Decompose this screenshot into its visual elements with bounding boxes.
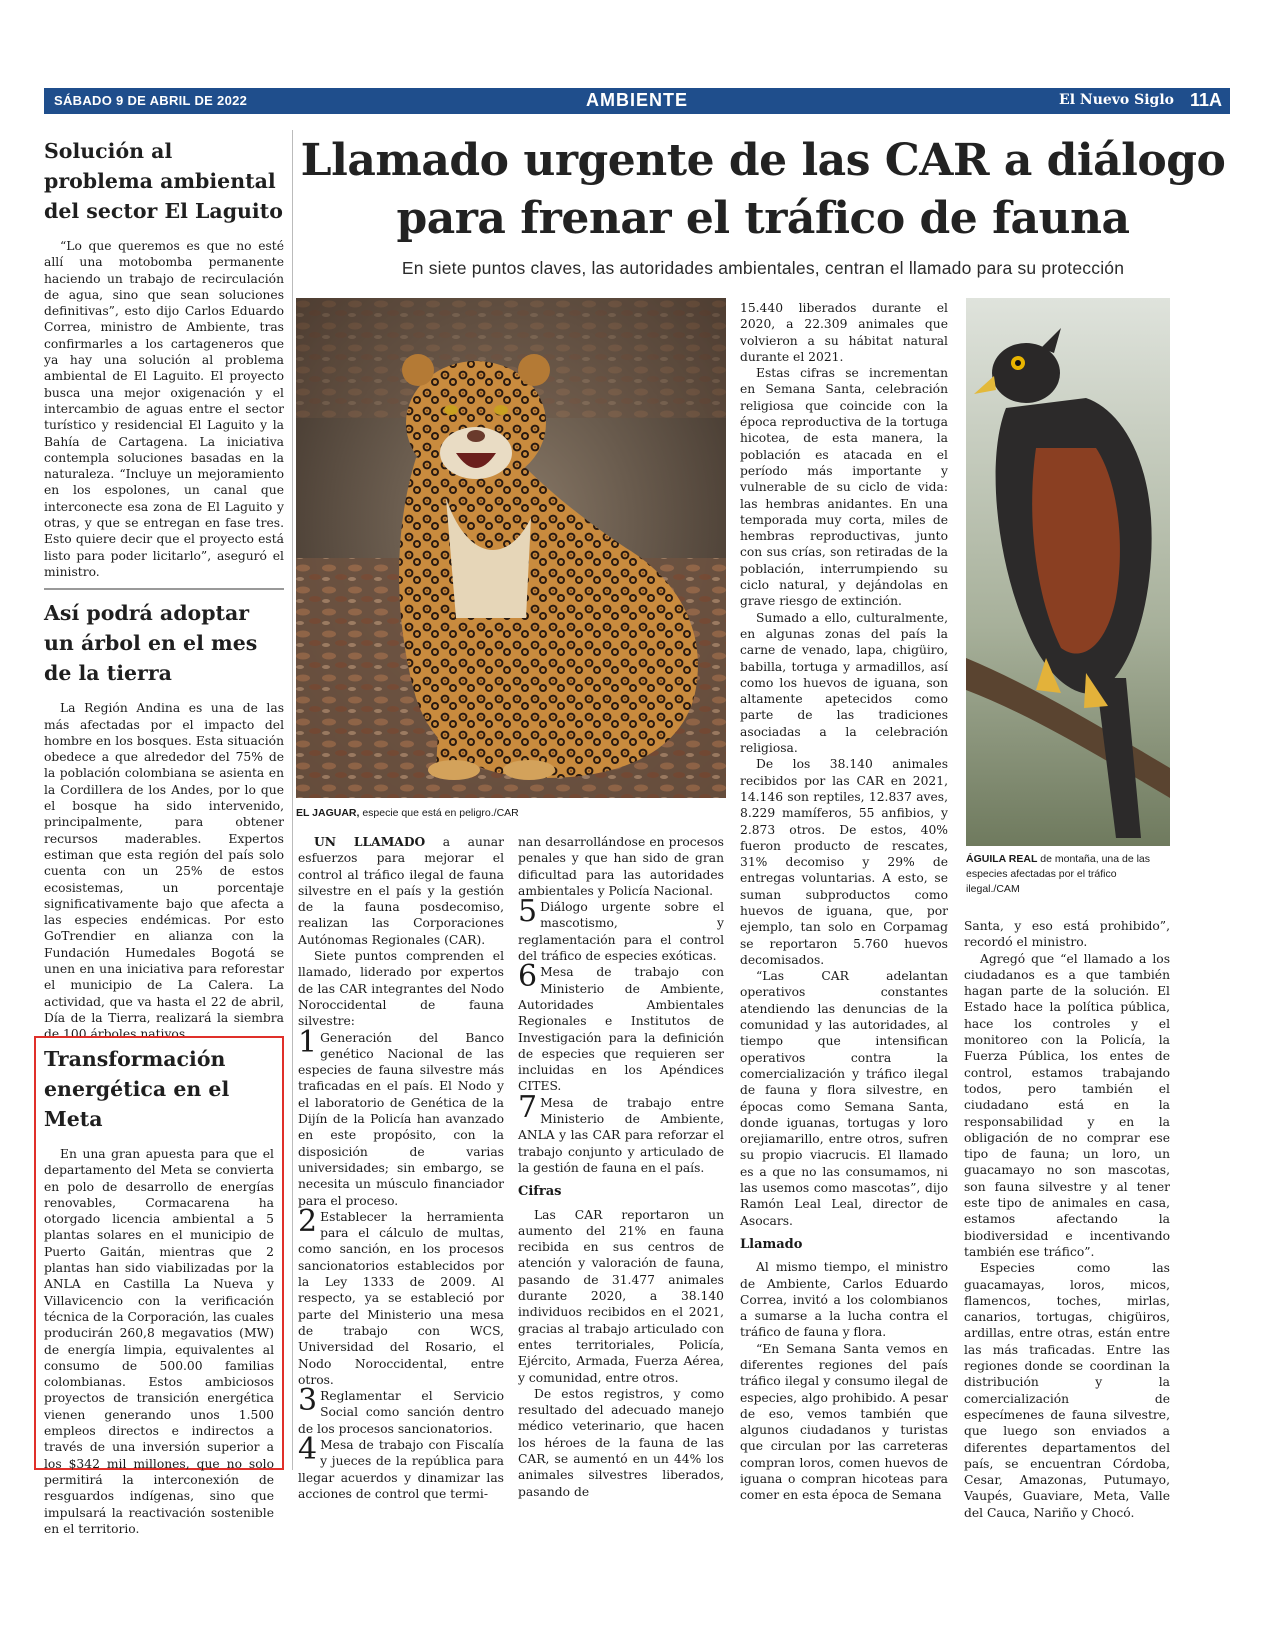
paragraph: Agregó que “el llamado a los ciudadanos es a que también hagan parte de la solución. El Estado hace la política pública, hace los controles y el monitoreo con la Policía, la Fuerza Pública, los entes de control, estamos trabajando todos, pero también el ciudadano está en la responsabilidad y en la obligación de no comprar ese tipo de fauna; un loro, un guacamayo no son mascotas, son fauna silvestre y al tener este tipo de animales en casa, estamos afectando la biodiversidad e incentivando también ese tráfico”.	[964, 951, 1170, 1259]
eagle-caption-bold: ÁGUILA REAL	[966, 853, 1038, 865]
point-number: 3	[298, 1383, 318, 1419]
issue-date: SÁBADO 9 DE ABRIL DE 2022	[54, 93, 248, 108]
sidebar-story2-body: La Región Andina es una de las más afectadas por el impacto del hombre en los bosques. Esta situación obedece a que alrededor del 75% de la población colombiana se asienta en la Cordillera de los Andes, por lo que el bosque ha sido intervenido, principalmente, para obtener recursos maderables. Expertos estiman que esta región del país solo cuenta con un 25% de estos ecosistemas, un porcentaje significativamente bajo que afecta a las especies endémicas. Por esto GoTrendier en alianza con la Fundación Humedales Bogotá se unen en una iniciativa para reforestar el municipio de La Calera. La actividad, que va hasta el 22 de abril, Día de la Tierra, realizará la siembra de 100 árboles nativos.	[44, 701, 284, 1042]
sidebar-story2-title: Así podrá adoptar un árbol en el mes de la tierra	[44, 601, 258, 686]
point-text: Mesa de trabajo entre Ministerio de Ambiente, ANLA y las CAR para reforzar el trabajo conjunto y articulado de la gestión de fauna en el país.	[518, 1095, 724, 1175]
sidebar-story3-body: En una gran apuesta para que el departamento del Meta se convierta en polo de desarrollo de energías renovables, Cormacarena ha otorgado licencia ambiental a 5 plantas solares en el municipio de Puerto Gaitán, mientras que 2 plantas han sido viabilizadas por la ANLA en Castilla La Nueva y Villavicencio con la verificación técnica de la Corporación, las cuales producirán 260,8 megavatios (MW) de energía limpia, equivalentes al consumo de 500.00 familias colombianas. Estos ambiciosos proyectos de transición energética vienen generando unos 1.500 empleos directos e indirectos a través de una inversión superior a los $342 mil millones, que no solo permitirá la interconexión de resguardos indígenas, sino que impulsará la reactivación sostenible en el territorio.	[44, 1147, 274, 1536]
section-title: AMBIENTE	[586, 90, 688, 110]
paragraph: Al mismo tiempo, el ministro de Ambiente, Carlos Eduardo Correa, invitó a los colombianos a sumarse a la lucha contra el tráfico de fauna y flora.	[740, 1260, 948, 1340]
point-text: Establecer la herramienta para el cálculo de multas, como sanción, en los procesos sancionatorios establecidos por la Ley 1333 de 2009. Al respecto, ya se estableció por parte del Ministerio una mesa de trabajo con WCS, Universidad del Rosario, el Nodo Noroccidental, entre otros.	[298, 1209, 504, 1387]
point-text: Generación del Banco genético Nacional de las especies de fauna silvestre más traficadas en el país. El Nodo y el laboratorio de Genética de la Dijín de la Policía han avanzado en este propósito, con la disposición de varias universidades; sin embargo, se necesita un músculo financiador para el proceso.	[298, 1030, 504, 1208]
paragraph: “Las CAR adelantan operativos constantes atendiendo las denuncias de la comunidad y las autoridades, al tiempo que intensifican operativos contra la comercialización y tráfico ilegal de fauna y flora silvestre, en épocas como Semana Santa, donde iguanas, tortugas y loro orejiamarillo, entre otros, sufren su propio viacrucis. El llamado es a que no las consumamos, ni las usemos como mascotas”, dijo Ramón Leal Leal, director de Asocars.	[740, 969, 948, 1228]
header-band	[44, 88, 1230, 114]
point-text: Diálogo urgente sobre el mascotismo, y reglamentación para el control del tráfico de especies exóticas.	[518, 900, 724, 964]
point-2	[298, 1203, 504, 1388]
jaguar-caption-text: especie que está en peligro./CAR	[359, 807, 519, 819]
point-number: 5	[518, 894, 538, 930]
paragraph: Santa, y eso está prohibido”, recordó el ministro.	[964, 919, 1170, 950]
eagle-photo	[966, 298, 1170, 846]
article-column-1	[298, 834, 504, 1502]
lead-text: a aunar esfuerzos para mejorar el control al tráfico ilegal de fauna silvestre en el país y la gestión de la fauna posdecomiso, realizan las Corporaciones Autónomas Regionales (CAR).	[298, 835, 505, 947]
point-number: 7	[518, 1089, 538, 1125]
page-number: 11A	[1189, 90, 1222, 110]
sidebar-story1-title: Solución al problema ambiental del sector El Laguito	[44, 139, 283, 223]
paragraph: Siete puntos comprenden el llamado, liderado por expertos de las CAR integrantes del Nodo Noroccidental de fauna silvestre:	[298, 949, 504, 1029]
paragraph: nan desarrollándose en procesos penales y que han sido de gran dificultad para las autoridades ambientales y Policía Nacional.	[518, 835, 724, 898]
point-number: 6	[518, 959, 538, 995]
paragraph: 15.440 liberados durante el 2020, a 22.309 animales que volvieron a su hábitat natural durante el 2021.	[740, 301, 948, 364]
point-text: Mesa de trabajo con Fiscalía y jueces de la república para llegar acuerdos y dinamizar las acciones de control que termi-	[298, 1437, 504, 1501]
paragraph: Especies como las guacamayas, loros, micos, flamencos, toches, mirlas, canarios, tortugas, chigüiros, ardillas, entre otras, están entre las más traficadas. Entre las regiones donde se coordinan la distribución y la comercialización de especímenes de fauna silvestre, que luego son enviados a diferentes departamentos del país, se encuentran Córdoba, Cesar, Amazonas, Putumayo, Vaupés, Guaviare, Meta, Valle del Cauca, Nariño y Chocó.	[964, 1261, 1170, 1520]
paragraph: De estos registros, y como resultado del adecuado manejo médico veterinario, que hacen los héroes de la fauna de las CAR, se aumentó en un 44% los animales silvestres liberados, pasando de	[518, 1386, 724, 1499]
sidebar-story3-title: Transformación energética en el Meta	[44, 1047, 230, 1131]
main-headline: Llamado urgente de las CAR a diálogo para frenar el tráfico de fauna	[300, 135, 1226, 244]
subhead-cifras: Cifras	[518, 1184, 562, 1200]
sidebar	[44, 130, 284, 1042]
jaguar-illustration	[296, 298, 726, 798]
column-rule	[292, 130, 293, 1470]
eagle-caption-text: de montaña, una de las especies afectadas por el tráfico ilegal./CAM	[966, 853, 1151, 895]
point-7	[518, 1089, 724, 1176]
point-6	[518, 959, 724, 1094]
article-column-4	[964, 918, 1170, 1521]
point-3	[298, 1383, 504, 1437]
sidebar-divider	[44, 588, 284, 590]
jaguar-photo	[296, 298, 726, 798]
point-number: 2	[298, 1203, 318, 1239]
point-1	[298, 1024, 504, 1209]
point-text: Mesa de trabajo con Ministerio de Ambiente, Autoridades Ambientales Regionales e Institutos de Investigación para la definición de especies que requieren ser incluidas en los Apéndices CITES.	[518, 965, 724, 1094]
paragraph: “En Semana Santa vemos en diferentes regiones del país tráfico ilegal y consumo ilegal de especies, algo prohibido. A pesar de eso, vemos también que algunos ciudadanos y turistas que circulan por las carreteras compran loros, comen huevos de iguana o compran hicoteas para comer en esta época de Semana	[740, 1341, 948, 1503]
jaguar-caption-bold: EL JAGUAR,	[296, 807, 360, 819]
paragraph: De los 38.140 animales recibidos por las CAR en 2021, 14.146 son reptiles, 12.837 aves, 8.229 mamíferos, 55 anfibios, y 2.873 otros. De estos, 40% fueron producto de rescates, 31% decomiso y 29% de entregas voluntarias. A esto, se suman subproductos como huevos de iguana, que, por ejemplo, tan solo en Corpamag se reportaron 5.760 huevos decomisados.	[740, 757, 948, 967]
point-4	[298, 1431, 504, 1502]
eagle-caption	[966, 852, 1170, 897]
main-subhead: En siete puntos claves, las autoridades ambientales, centran el llamado para su protección	[401, 258, 1125, 278]
jaguar-caption	[296, 806, 726, 821]
paragraph: Estas cifras se incrementan en Semana Santa, celebración religiosa que coincide con la época reproductiva de la tortuga hicotea, de esta manera, la población es atacada en el período más importante y vulnerable de su ciclo de vida: las hembras anidantes. En una temporada muy corta, miles de hembras reproductivas, junto con sus crías, son retiradas de la población, interrumpiendo su ciclo natural, y dejándolas en grave riesgo de extinción.	[740, 366, 948, 609]
sidebar-story1-body: “Lo que queremos es que no esté allí una motobomba permanente haciendo un trabajo de recirculación de agua, sino que sean soluciones definitivas”, esto dijo Carlos Eduardo Correa, ministro de Ambiente, tras confirmarles a los cartageneros que ya hay una solución al problema ambiental de El Laguito. El proyecto busca una mejor oxigenación y el intercambio de aguas entre el sector turístico y residencial El Laguito y la Bahía de Cartagena. La iniciativa contempla soluciones basadas en la naturaleza. “Incluye un mejoramiento en los espolones, un canal que interconecte esa zona de El Laguito y otras, y que se entregan en fase tres. Esto quiere decir que el proyecto está listo para poder licitarlo”, aseguró el ministro.	[44, 239, 284, 579]
lead-paragraph	[298, 834, 504, 948]
point-number: 1	[298, 1024, 318, 1060]
point-text: Reglamentar el Servicio Social como sanción dentro de los procesos sancionatorios.	[298, 1389, 504, 1436]
point-number: 4	[298, 1431, 318, 1467]
article-column-2	[518, 834, 724, 1500]
newspaper-brand: El Nuevo Siglo	[1059, 92, 1174, 108]
subhead-llamado: Llamado	[740, 1236, 803, 1252]
lead-words: UN LLAMADO	[314, 834, 426, 849]
article-column-3	[740, 300, 948, 1504]
paragraph: Las CAR reportaron un aumento del 21% en fauna recibida en sus centros de atención y valoración de fauna, pasando de 31.477 animales durante 2020, a 38.140 individuos recibidos en el 2021, gracias al trabajo articulado con entes territoriales, Policía, Ejército, Armada, Fuerza Aérea, y comunidad, entre otros.	[518, 1207, 724, 1385]
eagle-illustration	[966, 298, 1170, 846]
highlighted-story-box	[34, 1036, 284, 1536]
paragraph: Sumado a ello, culturalmente, en algunas zonas del país la carne de venado, lapa, chigüiro, babilla, tortuga y armadillos, así como los huevos de iguana, son altamente apetecidos como parte de las tradiciones asociadas a la celebración religiosa.	[740, 610, 948, 756]
point-5	[518, 894, 724, 964]
